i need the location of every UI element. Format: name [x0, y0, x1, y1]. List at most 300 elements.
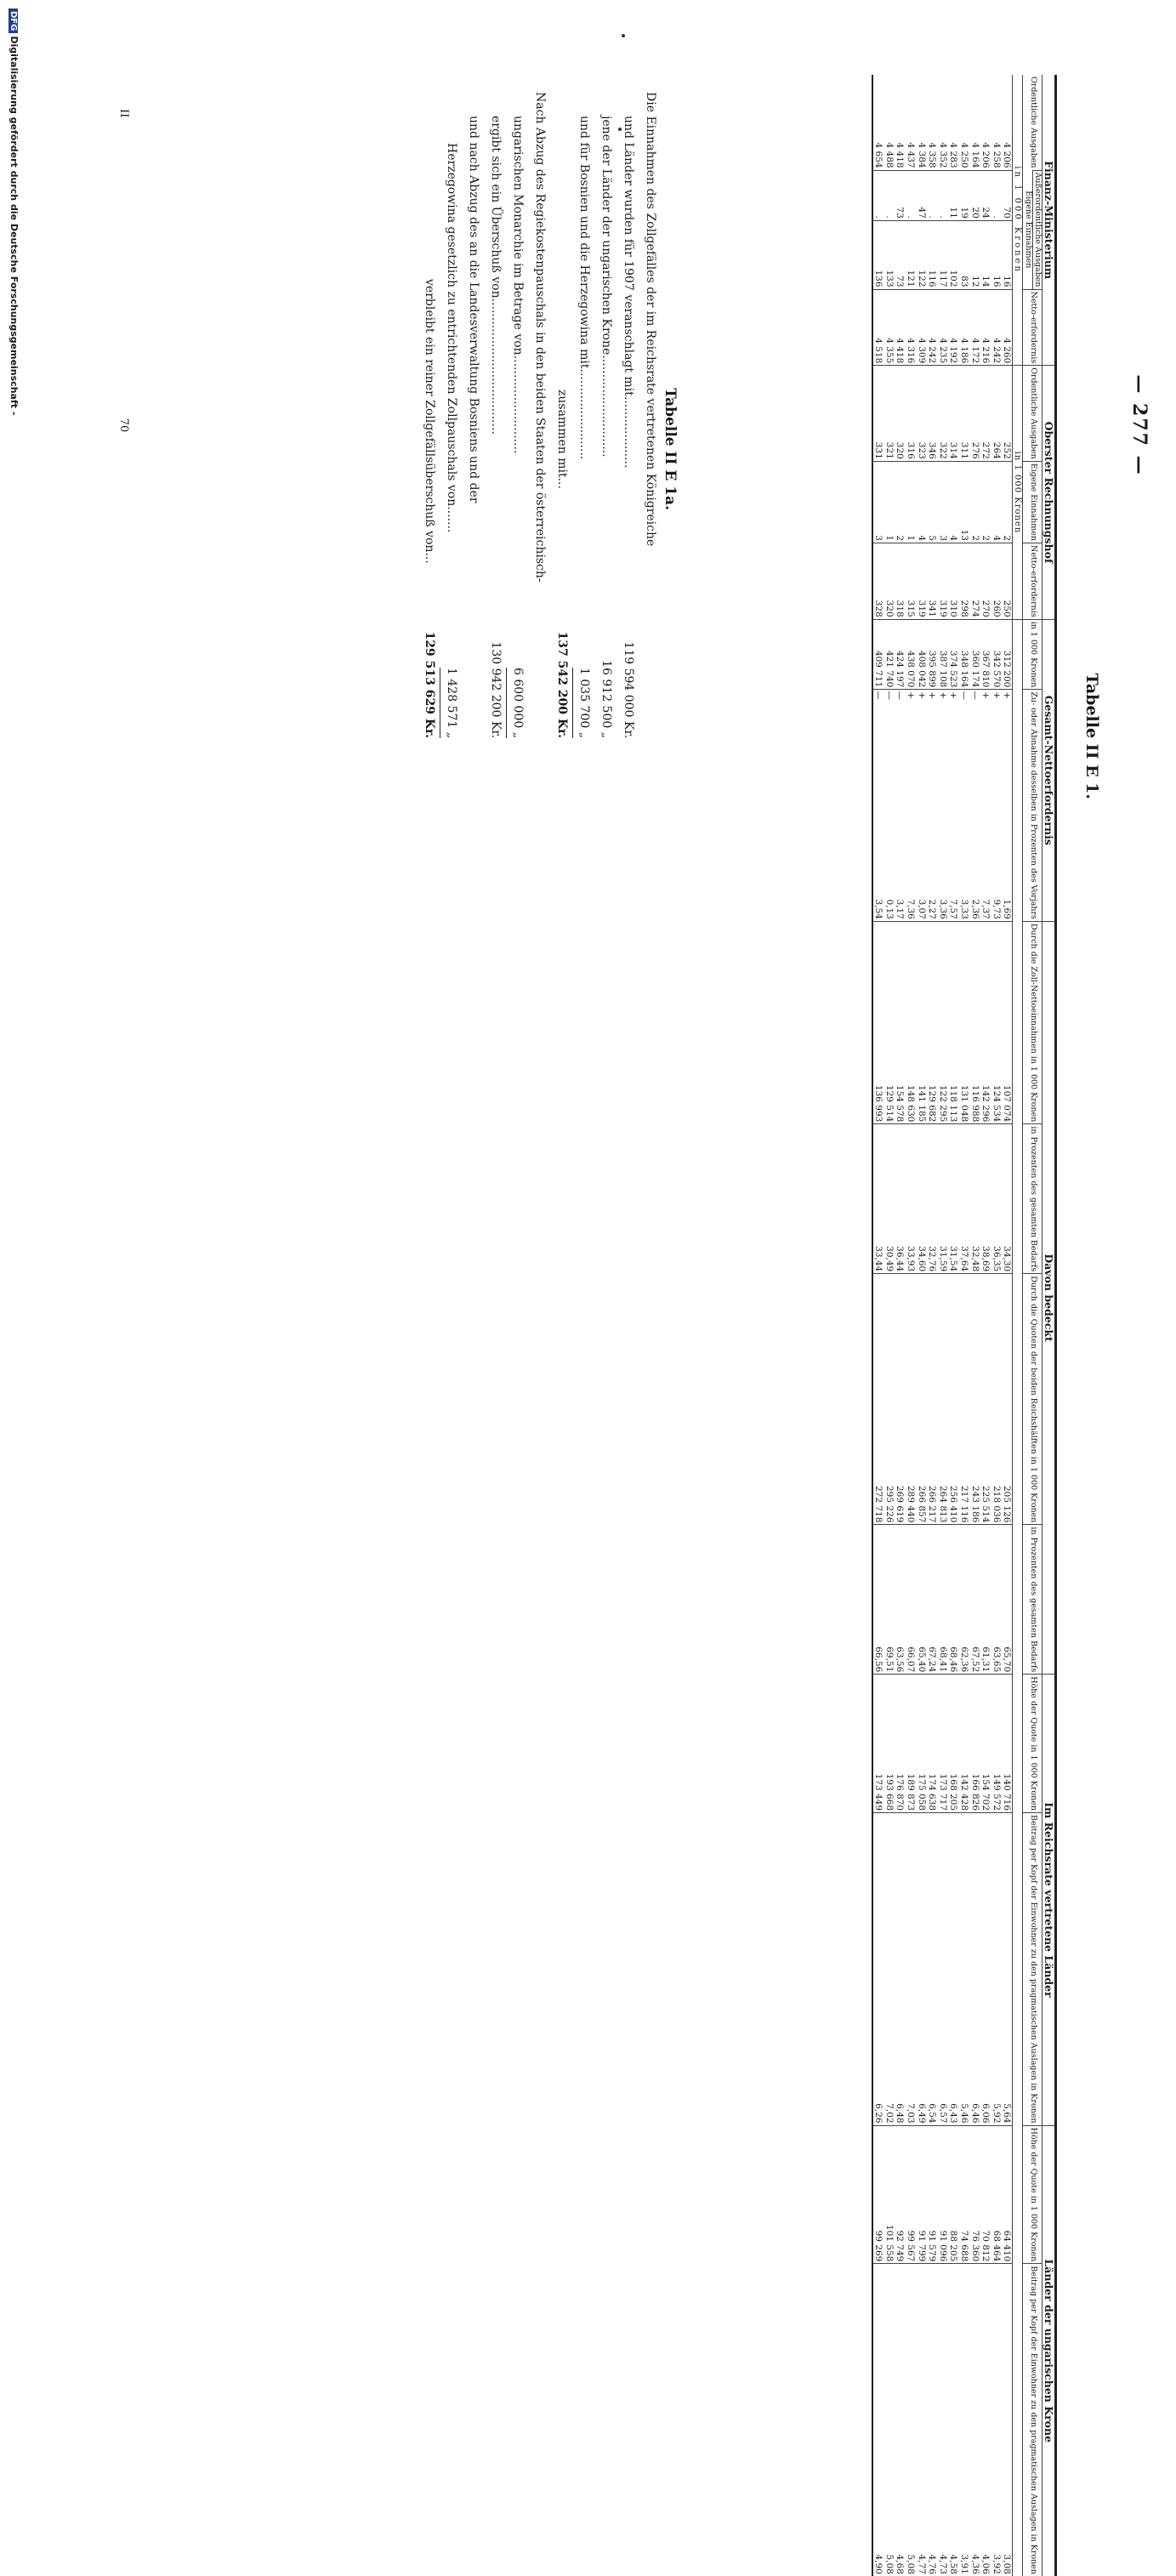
- header-gesamt: Gesamt-Nettoerfordernis: [1042, 619, 1056, 921]
- table-cell: 73: [895, 220, 906, 289]
- table-cell: 3,91: [958, 2264, 969, 2576]
- table-cell: 141 185: [916, 921, 927, 1123]
- header-r-beitrag: Beitrag per Kopf der Einwohner zu den pragmatischen Auslagen in Kronen: [1023, 1813, 1042, 2126]
- summary-line: [617, 92, 639, 772]
- table-row: [948, 75, 959, 2576]
- table-cell: 321: [883, 366, 895, 462]
- table-cell: 4,68: [895, 2264, 906, 2576]
- table-cell: 66,56: [872, 1525, 884, 1675]
- table-cell: 320: [883, 543, 895, 620]
- table-cell: 3: [872, 461, 884, 543]
- table-cell: 129 682: [927, 921, 938, 1123]
- table-row: [895, 75, 906, 2576]
- table-cell: 4 242: [927, 289, 938, 366]
- table-cell: 34,30: [1002, 1124, 1013, 1274]
- table-cell: 129 514: [883, 921, 895, 1123]
- table-cell: 4 192: [948, 289, 959, 366]
- header-d-quoten: Durch die Quoten der beiden Reichshälften in 1 000 Kronen: [1023, 1274, 1042, 1525]
- table-cell: 83: [958, 220, 969, 289]
- table-cell: 408 042: [916, 619, 927, 690]
- table-cell: 91 096: [937, 2125, 948, 2264]
- table-label-2: Tabelle II E 1a.: [662, 388, 679, 510]
- table-cell: 63,65: [991, 1525, 1002, 1675]
- summary-text: ungarischen Monarchie im Betrage von..........................: [511, 116, 525, 454]
- table-row: [980, 75, 991, 2576]
- table-cell: 0,13: [883, 899, 895, 919]
- table-cell: 316: [905, 366, 916, 462]
- table-cell: 320: [895, 366, 906, 462]
- header-rh-netto: Netto-erfordernis: [1023, 543, 1042, 620]
- table-label: Tabelle II E 1.: [1082, 673, 1101, 799]
- table-cell: 250: [1002, 543, 1013, 620]
- table-cell: 312 200: [1002, 619, 1013, 690]
- table-cell: 6,49: [916, 1813, 927, 2126]
- table-cell: 4 316: [905, 289, 916, 366]
- table-cell: 6,48: [895, 1813, 906, 2126]
- table-cell: 2: [1002, 461, 1013, 543]
- table-cell: 243 186: [969, 1274, 980, 1525]
- table-cell: 4 206: [1002, 142, 1013, 168]
- header-ord-ausgaben: Ordentliche Ausgaben: [1023, 75, 1042, 170]
- table-cell: 272 718: [872, 1274, 884, 1525]
- table-cell: 67,24: [927, 1525, 938, 1675]
- table-cell: 117: [937, 220, 948, 289]
- table-cell: 118 113: [948, 921, 959, 1123]
- table-cell: 166 826: [969, 1675, 980, 1813]
- credit-line: [9, 9, 20, 415]
- table-cell: 168 205: [948, 1675, 959, 1813]
- table-cell: 205 126: [1002, 1274, 1013, 1525]
- table-cell: 323: [916, 366, 927, 462]
- page-number: — 277 —: [1128, 374, 1150, 476]
- table-cell: 4: [948, 461, 959, 543]
- table-cell: 270: [980, 543, 991, 620]
- table-cell: 2: [969, 461, 980, 543]
- table-cell: 4 186: [958, 289, 969, 366]
- table-cell: 62,36: [958, 1525, 969, 1675]
- header-rh-ord: Ordentliche Ausgaben: [1023, 366, 1042, 462]
- table-cell: 7,57: [948, 899, 959, 919]
- table-cell: 33,44: [872, 1124, 884, 1274]
- table-cell: 61,31: [980, 1525, 991, 1675]
- table-cell: 387 108: [937, 619, 948, 690]
- table-cell: 256 410: [948, 1274, 959, 1525]
- table-cell: 342 570: [991, 619, 1002, 690]
- table-cell: 4 518: [872, 289, 884, 366]
- summary-line: [551, 92, 573, 772]
- table-cell: 102: [948, 220, 959, 289]
- table-cell: 122 295: [937, 921, 948, 1123]
- table-cell: 318: [895, 543, 906, 620]
- table-cell: 6,57: [937, 1813, 948, 2126]
- header-rh-eigene: Eigene Einnahmen: [1023, 461, 1042, 543]
- header-u-hoehe: Höhe der Quote in 1 000 Kronen: [1023, 2125, 1042, 2264]
- footer-center: 70: [117, 418, 130, 433]
- table-cell: 154 702: [980, 1675, 991, 1813]
- table-cell: 174 638: [927, 1675, 938, 1813]
- table-cell: 367 810: [980, 619, 991, 690]
- table-cell: +: [937, 690, 948, 701]
- table-cell: 20: [969, 170, 980, 220]
- table-cell: 31,59: [937, 1124, 948, 1274]
- summary-text: zusammen mit...: [555, 390, 569, 489]
- table-cell: 4 309: [916, 289, 927, 366]
- table-cell: 175 058: [916, 1675, 927, 1813]
- table-cell: 4,77: [916, 2264, 927, 2576]
- speck: [622, 34, 625, 37]
- table-cell: 269 619: [895, 1274, 906, 1525]
- table-cell: 331: [872, 366, 884, 462]
- table-cell: 272: [980, 366, 991, 462]
- table-cell: 4,58: [948, 2264, 959, 2576]
- table-cell: 1,69: [1002, 899, 1013, 919]
- summary-text: verbleibt ein reiner Zollgefällsüberschuß von...: [423, 279, 436, 564]
- table-cell: 34,60: [916, 1124, 927, 1274]
- table-cell: 24: [980, 170, 991, 220]
- table-row: [927, 75, 938, 2576]
- table-cell: 252: [1002, 366, 1013, 462]
- table-cell: 3: [937, 461, 948, 543]
- table-cell: 424 197: [895, 619, 906, 690]
- table-cell: 4 355: [883, 289, 895, 366]
- table-cell: 189 873: [905, 1675, 916, 1813]
- table-cell: 76 360: [969, 2125, 980, 2264]
- table-cell: 70 812: [980, 2125, 991, 2264]
- table-row: [916, 75, 927, 2576]
- table-cell: .: [937, 170, 948, 220]
- summary-text: und Länder wurden für 1907 veranschlagt mit...................: [622, 116, 635, 469]
- summary-line: [529, 92, 551, 772]
- finance-table: [872, 75, 1057, 2576]
- table-cell: 314: [948, 366, 959, 462]
- summary-amount: 130 942 200 Kr.: [489, 641, 503, 738]
- table-cell: 4 358: [927, 142, 938, 168]
- table-cell: 154 578: [895, 921, 906, 1123]
- table-cell: 4 283: [948, 142, 959, 168]
- table-cell: 7,02: [883, 1813, 895, 2126]
- table-cell: 4,36: [969, 2264, 980, 2576]
- table-cell: 67,52: [969, 1525, 980, 1675]
- table-cell: 4 164: [969, 142, 980, 168]
- table-cell: 1: [883, 461, 895, 543]
- header-d-zoll: Durch die Zoll-Nettoeinnahmen in 1 000 Kronen: [1023, 921, 1042, 1123]
- table-cell: 421 740: [883, 619, 895, 690]
- table-cell: 92 749: [895, 2125, 906, 2264]
- table-cell: 395 899: [927, 619, 938, 690]
- table-cell: 136: [872, 220, 884, 289]
- table-cell: 36,35: [991, 1124, 1002, 1274]
- table-cell: 99 567: [905, 2125, 916, 2264]
- table-cell: 5,46: [958, 1813, 969, 2126]
- table-cell: 47: [916, 170, 927, 220]
- table-cell: 6,06: [980, 1813, 991, 2126]
- table-row: [969, 75, 980, 2576]
- table-cell: 4: [991, 461, 1002, 543]
- table-cell: 217 116: [958, 1274, 969, 1525]
- header-g-zuab: Zu- oder Abnahme desselben in Prozenten des Vorjahrs: [1023, 690, 1042, 922]
- table-cell: 12: [969, 220, 980, 289]
- table-cell: 11: [948, 170, 959, 220]
- table-cell: 260: [991, 543, 1002, 620]
- header-r-hoehe: Höhe der Quote in 1 000 Kronen: [1023, 1675, 1042, 1813]
- table-cell: 133: [883, 220, 895, 289]
- table-cell: 298: [958, 543, 969, 620]
- table-cell: 3,36: [937, 899, 948, 919]
- table-cell: —: [895, 691, 906, 700]
- header-d-quoten-pct: in Prozenten des gesamten Bedarfs: [1023, 1525, 1042, 1675]
- table-cell: +: [980, 690, 991, 701]
- table-cell: 4 654: [872, 75, 884, 170]
- summary-line: [485, 92, 507, 772]
- table-cell: 3,07: [916, 899, 927, 919]
- table-cell: 68,46: [948, 1525, 959, 1675]
- table-cell: 69,51: [883, 1525, 895, 1675]
- unit-finanz: in 1 000 Kronen: [1013, 75, 1023, 366]
- table-row: [883, 75, 895, 2576]
- table-cell: —: [959, 691, 969, 700]
- table-cell: 99 269: [872, 2125, 884, 2264]
- table-cell: 4 260: [1002, 289, 1013, 366]
- table-cell: 438 070: [905, 619, 916, 690]
- table-cell: 289 440: [905, 1274, 916, 1525]
- table-cell: 136 993: [872, 921, 884, 1123]
- table-row: [937, 75, 948, 2576]
- table-cell: 6,26: [872, 1813, 884, 2126]
- dfg-logo: DFG: [9, 9, 18, 33]
- summary-block: [418, 92, 662, 772]
- table-cell: 218 036: [991, 1274, 1002, 1525]
- table-row: [1002, 75, 1013, 2576]
- table-cell: 3,92: [991, 2264, 1002, 2576]
- table-cell: 2,36: [969, 899, 980, 919]
- table-cell: —: [883, 691, 895, 700]
- table-cell: 36,44: [895, 1124, 906, 1274]
- table-row: [991, 75, 1002, 2576]
- table-cell: 2: [980, 461, 991, 543]
- table-cell: 6,43: [948, 1813, 959, 2126]
- header-rechnungshof: Oberster Rechnungshof: [1042, 366, 1056, 619]
- table-cell: 266 857: [916, 1274, 927, 1525]
- table-cell: 2: [895, 461, 906, 543]
- table-cell: 346: [927, 366, 938, 462]
- table-cell: 7,03: [905, 1813, 916, 2126]
- table-cell: 68 464: [991, 2125, 1002, 2264]
- table-cell: 38,69: [980, 1124, 991, 1274]
- summary-text: und für Bosnien und die Herzegowina mit........................: [577, 116, 591, 460]
- table-cell: 1: [905, 461, 916, 543]
- table-cell: 5,08: [905, 2264, 916, 2576]
- summary-amount: 1 035 700 „: [572, 668, 595, 738]
- table-cell: 3,08: [1002, 2264, 1013, 2576]
- table-cell: 124 534: [991, 921, 1002, 1123]
- header-finanz: Finanz-Ministerium: [1042, 75, 1056, 366]
- table-cell: 360 174: [969, 619, 980, 690]
- header-ungarn: Länder der ungarischen Krone: [1042, 2125, 1056, 2576]
- table-cell: 5,08: [883, 2264, 895, 2576]
- table-cell: 149 572: [991, 1675, 1002, 1813]
- table-cell: 4 488: [883, 142, 895, 168]
- header-ausserord: Außerordentliche Ausgaben: [1032, 170, 1042, 289]
- table-cell: 264: [991, 366, 1002, 462]
- header-reichsrat: Im Reichsrate vertretene Länder: [1042, 1675, 1056, 2125]
- table-cell: 64 410: [1002, 2125, 1013, 2264]
- summary-text: ergibt sich ein Überschuß von....................................: [489, 116, 503, 435]
- summary-line: [440, 92, 463, 772]
- table-cell: 14: [980, 220, 991, 289]
- table-cell: 4 384: [916, 142, 927, 168]
- table-cell: 116: [927, 220, 938, 289]
- table-cell: 3,54: [872, 701, 884, 922]
- table-cell: 142 296: [980, 921, 991, 1123]
- table-cell: 91 579: [927, 2125, 938, 2264]
- table-cell: 5,92: [991, 1813, 1002, 2126]
- table-cell: .: [872, 170, 884, 220]
- table-cell: 121: [905, 220, 916, 289]
- header-netto: Netto-erfordernis: [1023, 289, 1042, 366]
- table-cell: 4 235: [937, 289, 948, 366]
- summary-line: [595, 92, 617, 772]
- table-cell: 5,64: [1002, 1813, 1013, 2126]
- summary-line: [463, 92, 485, 772]
- table-cell: 70: [1002, 170, 1013, 220]
- table-cell: 315: [905, 543, 916, 620]
- table-row: [872, 75, 884, 2576]
- table-cell: 148 630: [905, 921, 916, 1123]
- table-cell: 274: [969, 543, 980, 620]
- summary-amount: 129 513 629 Kr.: [423, 631, 436, 738]
- header-u-beitrag: Beitrag per Kopf der Einwohner zu den pragmatischen Auslagen in Kronen: [1023, 2264, 1042, 2576]
- table-cell: 276: [969, 366, 980, 462]
- table-cell: 310: [948, 543, 959, 620]
- summary-text: Herzegowina gesetzlich zu entrichtenden Zollpauschals von.......: [445, 143, 458, 533]
- header-eigene: Eigene Einnahmen: [1023, 170, 1032, 289]
- table-cell: 4 258: [991, 142, 1002, 168]
- table-cell: 2,27: [927, 899, 938, 919]
- table-cell: +: [991, 690, 1002, 701]
- table-cell: 140 716: [1002, 1675, 1013, 1813]
- credit-text: Digitalisierung gefördert durch die Deutsche Forschungsgemeinschaft -: [9, 36, 20, 416]
- unit-blank: [1013, 619, 1023, 2576]
- footer-left: II: [117, 109, 130, 118]
- table-cell: 6,54: [927, 1813, 938, 2126]
- summary-amount: 119 594 000 Kr.: [622, 641, 635, 738]
- table-cell: 173 449: [872, 1675, 884, 1813]
- table-cell: 4,76: [927, 2264, 938, 2576]
- table-cell: 13: [958, 461, 969, 543]
- table-cell: 4 250: [959, 142, 969, 168]
- table-cell: 66,07: [905, 1525, 916, 1675]
- table-cell: 264 813: [937, 1274, 948, 1525]
- table-cell: 374 523: [948, 619, 959, 690]
- table-cell: 319: [937, 543, 948, 620]
- table-cell: 116 988: [969, 921, 980, 1123]
- table-cell: 63,56: [895, 1525, 906, 1675]
- table-cell: 4 242: [991, 289, 1002, 366]
- table-cell: 122: [916, 220, 927, 289]
- table-cell: 4 418: [895, 289, 906, 366]
- summary-text: jene der Länder der ungarischen Krone...........................: [599, 116, 613, 458]
- table-cell: 6,46: [969, 1813, 980, 2126]
- table-cell: 311: [958, 366, 969, 462]
- table-cell: +: [948, 690, 959, 701]
- table-cell: 32,48: [969, 1124, 980, 1274]
- table-cell: 107 074: [1002, 921, 1013, 1123]
- table-cell: 65,70: [1002, 1525, 1013, 1675]
- table-cell: +: [905, 690, 916, 701]
- table-cell: 3,33: [959, 899, 969, 919]
- table-cell: 37,64: [958, 1124, 969, 1274]
- table-cell: 173 717: [937, 1675, 948, 1813]
- table-cell: 73: [895, 170, 906, 220]
- table-cell: 88 205: [948, 2125, 959, 2264]
- table-cell: 225 514: [980, 1274, 991, 1525]
- summary-text: Nach Abzug des Regiekostenpauschals in den beiden Staaten der österreichisch-: [533, 92, 547, 583]
- table-row: [905, 75, 916, 2576]
- table-cell: 4: [916, 461, 927, 543]
- unit-rechnungshof: in 1 000 Kronen: [1013, 366, 1023, 619]
- table-cell: .: [927, 170, 938, 220]
- table-cell: 319: [916, 543, 927, 620]
- table-cell: 16: [991, 220, 1002, 289]
- table-cell: 4 352: [937, 142, 948, 168]
- summary-line: [418, 92, 440, 772]
- table-cell: 101 558: [883, 2125, 895, 2264]
- table-cell: 409 711: [872, 619, 884, 690]
- table-cell: 19: [958, 170, 969, 220]
- table-cell: 68,41: [937, 1525, 948, 1675]
- table-cell: 7,37: [980, 899, 991, 919]
- table-cell: 91 799: [916, 2125, 927, 2264]
- table-row: [958, 75, 969, 2576]
- table-cell: 142 428: [958, 1675, 969, 1813]
- table-cell: 266 217: [927, 1274, 938, 1525]
- table-cell: 4,73: [937, 2264, 948, 2576]
- table-cell: 7,36: [906, 899, 917, 919]
- table-cell: +: [916, 690, 927, 701]
- table-cell: 4,06: [980, 2264, 991, 2576]
- table-cell: 328: [872, 543, 884, 620]
- table-cell: 4 418: [895, 142, 906, 168]
- table-cell: 4,90: [872, 2264, 884, 2576]
- header-d-zoll-pct: in Prozenten des gesamten Bedarfs: [1023, 1124, 1042, 1274]
- table-cell: —: [969, 691, 980, 700]
- table-cell: .: [905, 170, 916, 220]
- table-cell: 3,17: [895, 899, 906, 919]
- table-cell: 5: [927, 461, 938, 543]
- table-cell: 9,73: [991, 899, 1002, 919]
- table-cell: .: [991, 170, 1002, 220]
- table-cell: 341: [927, 543, 938, 620]
- table-cell: +: [927, 690, 938, 701]
- table-cell: 4 437: [906, 142, 917, 168]
- table-cell: 33,93: [905, 1124, 916, 1274]
- table-cell: +: [1002, 690, 1013, 701]
- table-cell: 30,49: [883, 1124, 895, 1274]
- table-cell: 16: [1002, 220, 1013, 289]
- table-cell: 4 216: [980, 289, 991, 366]
- table-cell: 322: [937, 366, 948, 462]
- table-cell: 4 172: [969, 289, 980, 366]
- table-cell: 32,76: [927, 1124, 938, 1274]
- table-cell: 348 164: [958, 619, 969, 690]
- summary-line: [573, 92, 595, 772]
- table-cell: 74 688: [958, 2125, 969, 2264]
- table-cell: 176 870: [895, 1675, 906, 1813]
- table-cell: 193 668: [883, 1675, 895, 1813]
- table-cell: —: [873, 691, 884, 700]
- table-cell: .: [883, 170, 895, 220]
- table-cell: 131 048: [958, 921, 969, 1123]
